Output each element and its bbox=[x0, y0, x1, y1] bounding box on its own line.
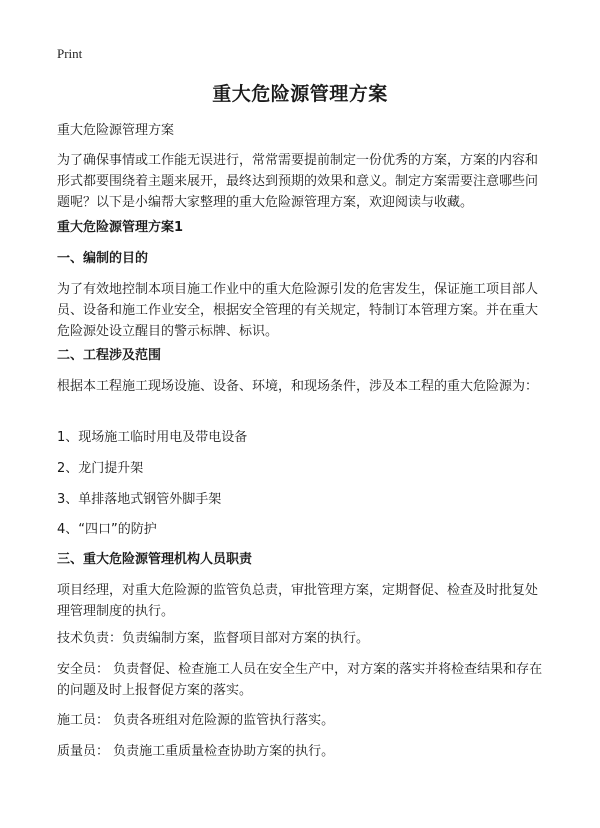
intro-paragraph: 为了确保事情或工作能无误进行，常常需要提前制定一份优秀的方案，方案的内容和形式都要围绕着主题来展开，最终达到预期的效果和意义。制定方案需要注意哪些问题呢？以下是小编帮大家整理的重大危险源管理方案，欢迎阅读与收藏。 bbox=[57, 153, 539, 210]
print-link[interactable]: Print bbox=[57, 46, 83, 61]
duty-technical-lead: 技术负责：负责编制方案，监督项目部对方案的执行。 bbox=[57, 631, 370, 646]
duty-construction-officer: 施工员： 负责各班组对危险源的监管执行落实。 bbox=[57, 713, 335, 728]
section1-heading: 一、编制的目的 bbox=[57, 251, 149, 266]
scope-item-4: 4、“四口”的防护 bbox=[57, 522, 157, 537]
scope-item-2: 2、龙门提升架 bbox=[57, 461, 144, 476]
section2-body: 根据本工程施工现场设施、设备、环境，和现场条件，涉及本工程的重大危险源为： bbox=[57, 379, 539, 394]
scope-item-3: 3、单排落地式钢管外脚手架 bbox=[57, 492, 222, 507]
duty-quality-officer: 质量员： 负责施工重质量检查协助方案的执行。 bbox=[57, 744, 335, 759]
scope-item-1: 1、现场施工临时用电及带电设备 bbox=[57, 430, 248, 445]
document-subtitle: 重大危险源管理方案 bbox=[57, 123, 175, 138]
plan-heading: 重大危险源管理方案1 bbox=[57, 220, 184, 235]
duty-project-manager: 项目经理，对重大危险源的监管负总责，审批管理方案，定期督促、检查及时批复处理管理制度的执行。 bbox=[57, 583, 539, 619]
document-title: 重大危险源管理方案 bbox=[212, 83, 388, 105]
section3-heading: 三、重大危险源管理机构人员职责 bbox=[57, 552, 253, 567]
duty-safety-officer: 安全员： 负责督促、检查施工人员在安全生产中，对方案的落实并将检查结果和存在的问题及时上报督促方案的落实。 bbox=[57, 662, 543, 698]
section1-body: 为了有效地控制本项目施工作业中的重大危险源引发的危害发生，保证施工项目部人员、设备和施工作业安全，根据安全管理的有关规定，特制订本管理方案。并在重大危险源处设立醒目的警示标牌、标识。 bbox=[57, 282, 539, 339]
section2-heading: 二、工程涉及范围 bbox=[57, 348, 162, 363]
